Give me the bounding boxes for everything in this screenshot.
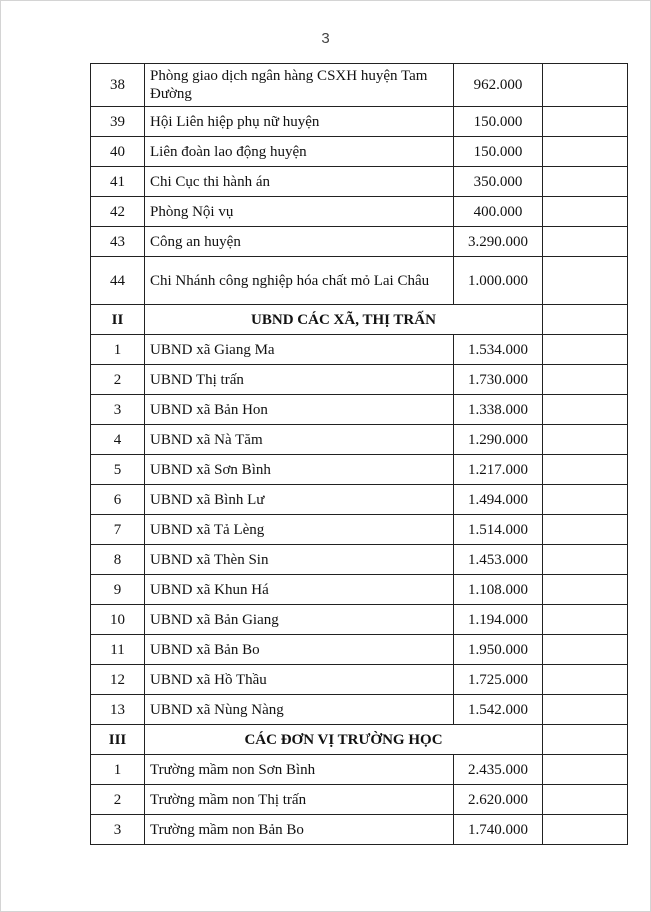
note <box>543 64 628 107</box>
note <box>543 605 628 635</box>
table-row <box>91 137 628 167</box>
amount: 1.740.000 <box>454 815 543 845</box>
amount: 1.950.000 <box>454 635 543 665</box>
unit-name: UBND xã Thèn Sin <box>145 545 454 575</box>
note <box>543 305 628 335</box>
unit-name: UBND xã Nùng Nàng <box>145 695 454 725</box>
row-number: 2 <box>91 365 145 395</box>
amount: 2.620.000 <box>454 785 543 815</box>
unit-name: UBND xã Hồ Thầu <box>145 665 454 695</box>
section-number: III <box>91 725 145 755</box>
row-number: 4 <box>91 425 145 455</box>
section-header-row <box>91 305 628 335</box>
note <box>543 107 628 137</box>
row-number: 41 <box>91 167 145 197</box>
amount: 1.534.000 <box>454 335 543 365</box>
row-number: 10 <box>91 605 145 635</box>
amount: 1.338.000 <box>454 395 543 425</box>
note <box>543 695 628 725</box>
table-row <box>91 605 628 635</box>
row-number: 13 <box>91 695 145 725</box>
note <box>543 455 628 485</box>
note <box>543 575 628 605</box>
unit-name: UBND xã Bản Bo <box>145 635 454 665</box>
unit-name: Phòng Nội vụ <box>145 197 454 227</box>
amount: 1.730.000 <box>454 365 543 395</box>
unit-name: UBND xã Giang Ma <box>145 335 454 365</box>
unit-name: Công an huyện <box>145 227 454 257</box>
unit-name: Chi Cục thi hành án <box>145 167 454 197</box>
unit-name: UBND Thị trấn <box>145 365 454 395</box>
note <box>543 725 628 755</box>
unit-name: Liên đoàn lao động huyện <box>145 137 454 167</box>
table-row <box>91 425 628 455</box>
section-number: II <box>91 305 145 335</box>
table-row <box>91 665 628 695</box>
row-number: 9 <box>91 575 145 605</box>
note <box>543 425 628 455</box>
table-row <box>91 695 628 725</box>
amount: 1.194.000 <box>454 605 543 635</box>
amount: 1.514.000 <box>454 515 543 545</box>
unit-name: UBND xã Bản Giang <box>145 605 454 635</box>
row-number: 39 <box>91 107 145 137</box>
note <box>543 755 628 785</box>
row-number: 2 <box>91 785 145 815</box>
table-row <box>91 64 628 107</box>
amount: 2.435.000 <box>454 755 543 785</box>
section-header-row <box>91 725 628 755</box>
note <box>543 257 628 305</box>
unit-name: Trường mầm non Thị trấn <box>145 785 454 815</box>
row-number: 1 <box>91 755 145 785</box>
row-number: 7 <box>91 515 145 545</box>
unit-name: Trường mầm non Bản Bo <box>145 815 454 845</box>
amount: 1.217.000 <box>454 455 543 485</box>
allocation-table <box>90 63 628 845</box>
unit-name: UBND xã Bình Lư <box>145 485 454 515</box>
note <box>543 335 628 365</box>
unit-name: UBND xã Sơn Bình <box>145 455 454 485</box>
page-number: 3 <box>321 30 330 47</box>
note <box>543 815 628 845</box>
table-row <box>91 635 628 665</box>
note <box>543 545 628 575</box>
table-row <box>91 785 628 815</box>
amount: 1.725.000 <box>454 665 543 695</box>
note <box>543 395 628 425</box>
row-number: 40 <box>91 137 145 167</box>
row-number: 3 <box>91 395 145 425</box>
table-row <box>91 815 628 845</box>
row-number: 38 <box>91 64 145 107</box>
table-row <box>91 167 628 197</box>
row-number: 3 <box>91 815 145 845</box>
unit-name: UBND xã Bản Hon <box>145 395 454 425</box>
note <box>543 227 628 257</box>
amount: 150.000 <box>454 137 543 167</box>
table-row <box>91 257 628 305</box>
section-title: CÁC ĐƠN VỊ TRƯỜNG HỌC <box>145 725 543 755</box>
row-number: 6 <box>91 485 145 515</box>
note <box>543 785 628 815</box>
amount: 1.453.000 <box>454 545 543 575</box>
unit-name: Trường mầm non Sơn Bình <box>145 755 454 785</box>
table-row <box>91 227 628 257</box>
note <box>543 197 628 227</box>
row-number: 44 <box>91 257 145 305</box>
amount: 150.000 <box>454 107 543 137</box>
table-row <box>91 485 628 515</box>
table-row <box>91 107 628 137</box>
amount: 1.290.000 <box>454 425 543 455</box>
row-number: 5 <box>91 455 145 485</box>
table-row <box>91 545 628 575</box>
section-title: UBND CÁC XÃ, THỊ TRẤN <box>145 305 543 335</box>
note <box>543 485 628 515</box>
note <box>543 665 628 695</box>
row-number: 8 <box>91 545 145 575</box>
row-number: 43 <box>91 227 145 257</box>
amount: 1.108.000 <box>454 575 543 605</box>
note <box>543 515 628 545</box>
table-row <box>91 455 628 485</box>
note <box>543 635 628 665</box>
amount: 1.542.000 <box>454 695 543 725</box>
amount: 962.000 <box>454 64 543 107</box>
table-row <box>91 335 628 365</box>
unit-name: UBND xã Khun Há <box>145 575 454 605</box>
unit-name: Hội Liên hiệp phụ nữ huyện <box>145 107 454 137</box>
unit-name: Phòng giao dịch ngân hàng CSXH huyện Tam Đường <box>145 64 454 107</box>
row-number: 11 <box>91 635 145 665</box>
table-row <box>91 197 628 227</box>
table-row <box>91 515 628 545</box>
unit-name: UBND xã Nà Tăm <box>145 425 454 455</box>
table-row <box>91 395 628 425</box>
note <box>543 365 628 395</box>
note <box>543 137 628 167</box>
note <box>543 167 628 197</box>
unit-name: Chi Nhánh công nghiệp hóa chất mỏ Lai Châu <box>145 257 454 305</box>
table-row <box>91 365 628 395</box>
amount: 400.000 <box>454 197 543 227</box>
unit-name: UBND xã Tả Lèng <box>145 515 454 545</box>
row-number: 42 <box>91 197 145 227</box>
amount: 1.494.000 <box>454 485 543 515</box>
amount: 350.000 <box>454 167 543 197</box>
row-number: 1 <box>91 335 145 365</box>
amount: 1.000.000 <box>454 257 543 305</box>
table-row <box>91 755 628 785</box>
row-number: 12 <box>91 665 145 695</box>
table-row <box>91 575 628 605</box>
amount: 3.290.000 <box>454 227 543 257</box>
